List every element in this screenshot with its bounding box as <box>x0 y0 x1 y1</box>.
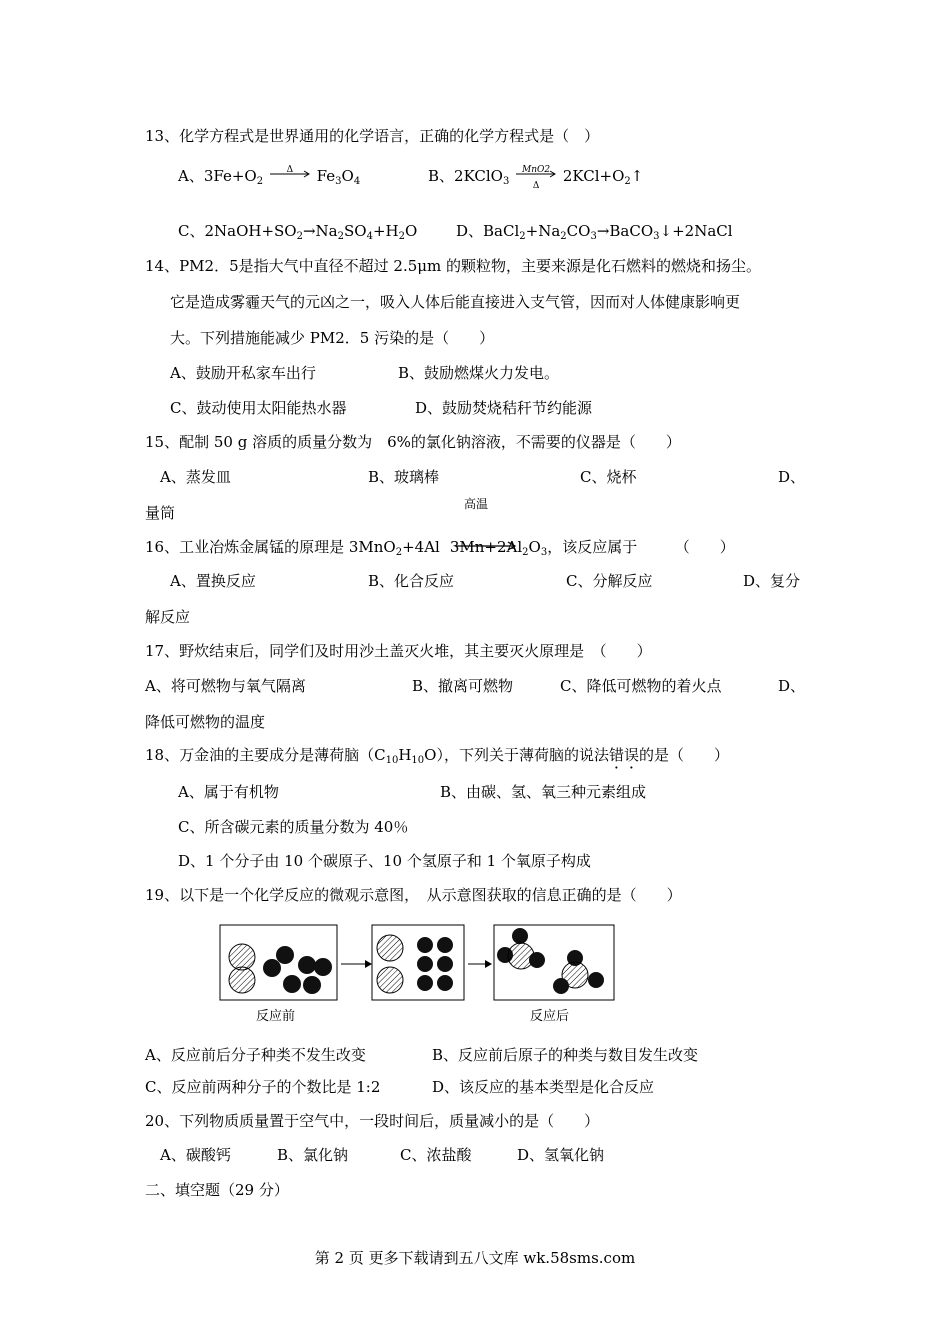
black-atom-icon <box>314 958 332 976</box>
q13-c-d: +H <box>372 222 399 240</box>
q15-option-b: B、玻璃棒 <box>368 468 440 486</box>
hatched-atom-icon <box>229 967 255 993</box>
reaction-diagram <box>215 920 620 1005</box>
q16-option-d-cont: 解反应 <box>145 608 191 626</box>
q13-d-s2: 2 <box>560 231 567 242</box>
q13-c-b: →Na <box>302 222 338 240</box>
q13-d-s4: 3 <box>653 231 660 242</box>
q20-option-c: C、浓盐酸 <box>400 1146 472 1164</box>
q16-sub1: 2 <box>395 547 403 558</box>
arrow-right-icon <box>485 960 492 968</box>
q13-a-arrow <box>268 166 312 184</box>
q19-stem: 19、以下是一个化学反应的微观示意图， 从示意图获取的信息正确的是（ ） <box>145 886 682 904</box>
q20-option-a: A、碳酸钙 <box>160 1146 231 1164</box>
q17-option-a: A、将可燃物与氧气隔离 <box>145 677 306 695</box>
q13-a-label: A、3Fe+O <box>178 167 257 185</box>
q13-d-b: +Na <box>525 222 561 240</box>
q13-d-s1: 2 <box>519 231 526 242</box>
q15-option-d: D、 <box>778 468 806 486</box>
q14-option-b: B、鼓励燃煤火力发电。 <box>398 364 560 382</box>
q14-line-3: 大。下列措施能减少 PM2．5 污染的是（ ） <box>170 329 495 347</box>
hatched-atom-icon <box>377 935 403 961</box>
q13-c-c: SO <box>344 222 367 240</box>
q18-s1: 10 <box>385 755 399 766</box>
q16-stem-a: 16、工业冶炼金属锰的原理是 3MnO <box>145 538 396 556</box>
black-atom-icon <box>303 976 321 994</box>
caption-after: 反应后 <box>530 1009 570 1024</box>
q13-c-s3: 4 <box>366 231 373 242</box>
q16-stem-b: +4Al <box>402 538 440 556</box>
q13-b-prod: 2KCl+O <box>562 167 625 185</box>
q13-option-c <box>178 221 417 241</box>
q18-emphasis-2: 误 <box>623 746 639 764</box>
q13-stem: 13、化学方程式是世界通用的化学语言，正确的化学方程式是（ ） <box>145 127 600 145</box>
q19-option-c: C、反应前两种分子的个数比是 1:2 <box>145 1078 381 1096</box>
black-atom-icon <box>276 946 294 964</box>
q18-option-b: B、由碳、氢、氧三种元素组成 <box>440 783 647 801</box>
q18-emphasis-1: 错 <box>608 746 624 764</box>
q14-line-1: 14、PM2．5是指大气中直径不超过 2.5μm 的颗粒物，主要来源是化石燃料的燃烧和扬尘。 <box>145 257 761 275</box>
reaction-arrow-icon <box>455 541 517 551</box>
reaction-arrow-icon <box>268 170 312 178</box>
q13-a-prod-o: O <box>341 167 354 185</box>
q15-stem: 15、配制 50 g 溶质的质量分数为 6%的氯化钠溶液，不需要的仪器是（ ） <box>145 433 681 451</box>
q13-b-label: B、2KClO <box>428 167 503 185</box>
q13-option-a <box>178 166 360 186</box>
q14-option-d: D、鼓励焚烧秸秆节约能源 <box>415 399 593 417</box>
q13-d-e: ↓+2NaCl <box>659 222 733 240</box>
q13-a-cond: Δ <box>286 165 294 175</box>
q17-option-d: D、 <box>778 677 806 695</box>
black-atom-icon <box>553 978 569 994</box>
black-atom-icon <box>283 975 301 993</box>
q16-option-c: C、分解反应 <box>566 572 653 590</box>
q18-s2: 10 <box>411 755 425 766</box>
q14-option-a: A、鼓励开私家车出行 <box>170 364 316 382</box>
q13-b-cond-bot: Δ <box>532 181 540 191</box>
q13-c-s4: 2 <box>398 231 405 242</box>
q16-option-a: A、置换反应 <box>170 572 256 590</box>
q13-c-e: O <box>404 222 418 240</box>
black-atom-icon <box>437 975 453 991</box>
black-atom-icon <box>298 956 316 974</box>
q18-stem-b: H <box>398 746 412 764</box>
black-atom-icon <box>437 956 453 972</box>
q16-option-b: B、化合反应 <box>368 572 455 590</box>
black-atom-icon <box>417 956 433 972</box>
page-footer: 第 2 页 更多下载请到五八文库 wk.58sms.com <box>314 1249 636 1267</box>
arrow-right-icon <box>365 960 372 968</box>
q13-b-arrow <box>514 165 558 191</box>
q16-sub2: 2 <box>522 547 529 558</box>
black-atom-icon <box>588 972 604 988</box>
q15-option-d-cont: 量筒 <box>145 504 176 522</box>
black-atom-icon <box>417 975 433 991</box>
caption-before: 反应前 <box>256 1009 296 1024</box>
q14-option-c: C、鼓动使用太阳能热水器 <box>170 399 347 417</box>
q20-stem: 20、下列物质质量置于空气中，一段时间后，质量减小的是（ ） <box>145 1112 600 1130</box>
hatched-atom-icon <box>229 944 255 970</box>
q16-prod-a: 3Mn+2Al <box>449 538 523 556</box>
q13-c-s1: 2 <box>296 231 303 242</box>
q16-option-d: D、复分 <box>743 572 801 590</box>
q18-option-d: D、1 个分子由 10 个碳原子、10 个氢原子和 1 个氧原子构成 <box>178 852 591 870</box>
q19-option-a: A、反应前后分子种类不发生改变 <box>145 1046 366 1064</box>
q13-a-sub: 2 <box>256 176 264 187</box>
q13-a-prod-sub1: 3 <box>335 176 342 187</box>
q18-stem-d: 的是（ ） <box>638 746 729 764</box>
q13-c-a: C、2NaOH+SO <box>178 222 297 240</box>
q13-b-sub: 3 <box>502 176 510 187</box>
q15-option-a: A、蒸发皿 <box>160 468 231 486</box>
q17-stem: 17、野炊结束后，同学们及时用沙土盖灭火堆，其主要灭火原理是 （ ） <box>145 642 652 660</box>
q16-prod-b: O <box>528 538 541 556</box>
q13-b-prod-sub: 2 <box>624 176 631 187</box>
q13-option-b <box>428 165 644 191</box>
q16-stem <box>145 537 735 557</box>
black-atom-icon <box>417 937 433 953</box>
q16-condition: 高温 <box>464 497 489 511</box>
q13-option-d <box>456 221 733 241</box>
q17-option-c: C、降低可燃物的着火点 <box>560 677 722 695</box>
q16-sub3: 3 <box>540 547 548 558</box>
q18-stem-c: O），下列关于薄荷脑的说法 <box>424 746 609 764</box>
hatched-atom-icon <box>377 967 403 993</box>
black-atom-icon <box>512 928 528 944</box>
q13-a-prod: Fe <box>316 167 336 185</box>
q19-option-d: D、该反应的基本类型是化合反应 <box>432 1078 655 1096</box>
q13-d-a: D、BaCl <box>456 222 520 240</box>
q13-c-s2: 2 <box>337 231 344 242</box>
q18-stem-a: 18、万金油的主要成分是薄荷脑（C <box>145 746 386 764</box>
q18-option-c: C、所含碳元素的质量分数为 40％ <box>178 818 409 836</box>
black-atom-icon <box>263 959 281 977</box>
q17-option-d-cont: 降低可燃物的温度 <box>145 713 266 731</box>
black-atom-icon <box>437 937 453 953</box>
q20-option-b: B、氯化钠 <box>277 1146 349 1164</box>
section-heading: 二、填空题（29 分） <box>145 1181 289 1199</box>
gas-up-arrow-icon: ↑ <box>630 167 644 185</box>
q13-a-prod-sub2: 4 <box>353 176 361 187</box>
q13-d-d: →BaCO <box>596 222 654 240</box>
black-atom-icon <box>529 952 545 968</box>
q20-option-d: D、氢氧化钠 <box>517 1146 605 1164</box>
q17-option-b: B、撤离可燃物 <box>412 677 514 695</box>
q13-d-s3: 3 <box>590 231 597 242</box>
q19-option-b: B、反应前后原子的种类与数目发生改变 <box>432 1046 699 1064</box>
q13-b-cond-top: MnO2 <box>522 165 551 175</box>
q15-option-c: C、烧杯 <box>580 468 637 486</box>
q14-line-2: 它是造成雾霾天气的元凶之一，吸入人体后能直接进入支气管，因而对人体健康影响更 <box>170 293 741 311</box>
q16-stem-c: ，该反应属于 （ ） <box>547 538 735 556</box>
q18-stem <box>145 745 729 765</box>
q13-d-c: CO <box>566 222 591 240</box>
q18-option-a: A、属于有机物 <box>178 783 279 801</box>
